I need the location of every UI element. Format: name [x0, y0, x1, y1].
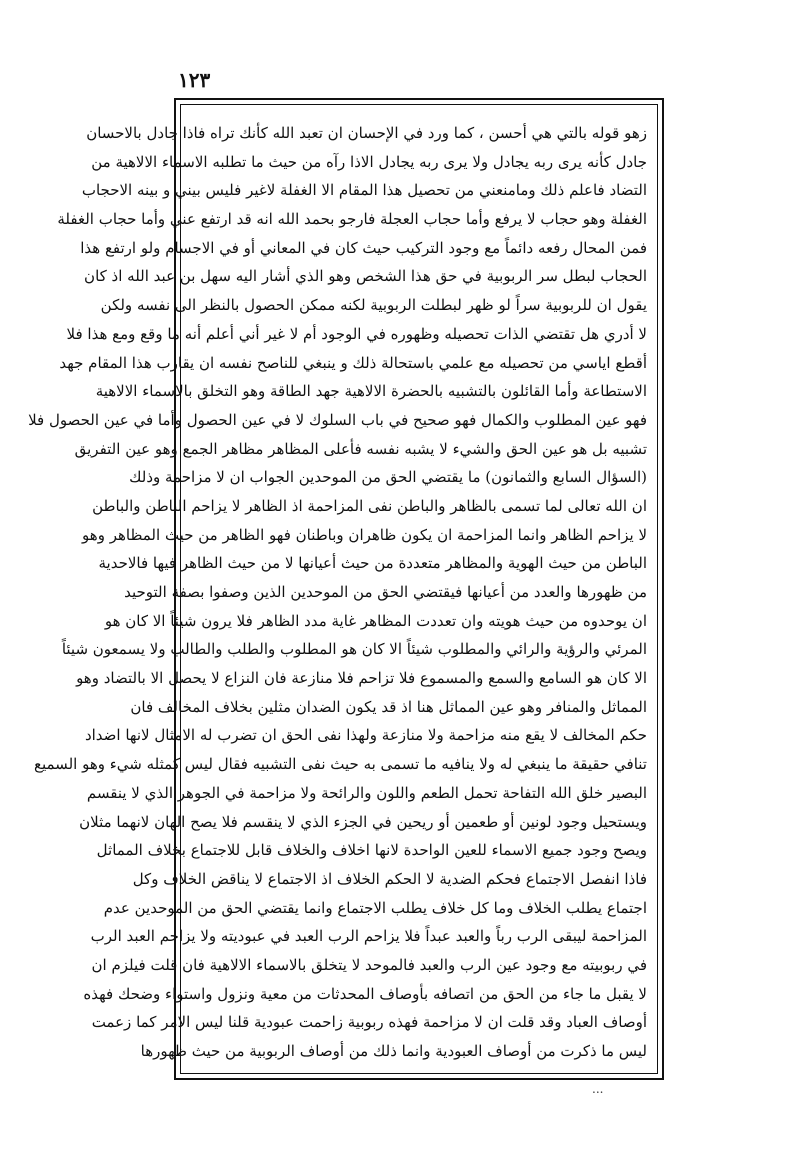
text-line: يقول ان للربوبية سراً لو ظهر لبطلت الربوبية لكنه ممكن الحصول بالنظر الى نفسه ولكن: [100, 296, 647, 315]
text-line: فاذا انفصل الاجتماع فحكم الضدية لا الحكم الخلاف اذ الاجتماع لا يناقض الخلاف وكل: [132, 869, 647, 888]
page-number: ١٢٣: [178, 68, 211, 92]
footer-mark: ...: [592, 1082, 604, 1096]
text-frame: [28, 98, 664, 1080]
text-line: أقطع اياسي من تحصيله مع علمي باستحالة ذلك و ينبغي للناصح نفسه ان يقارب هذا المقام جهد: [59, 353, 647, 372]
text-line: لا أدري هل تقتضي الذات تحصيله وظهوره في الوجود أم لا غير أني أعلم أنه ما وقع ومع هذا فلا: [66, 324, 647, 343]
text-line: تشبيه بل هو عين الحق والشيء لا يشبه نفسه فأعلى المظاهر مظاهر الجمع وهو عين التفريق: [74, 439, 647, 458]
text-line: فهو عين المطلوب والكمال فهو صحيح في باب السلوك لا في عين الحصول وأما في عين الحصول فلا: [28, 410, 647, 429]
text-line: ويصح وجود جميع الاسماء للعين الواحدة لانها اخلاف والخلاف قابل للاجتماع بخلاف المماثل: [96, 841, 647, 860]
text-line: ليس ما ذكرت من أوصاف العبودية وانما ذلك من أوصاف الربوبية من حيث ظهورها: [140, 1042, 647, 1060]
text-line: أوصاف العباد وقد قلت ان لا مزاحمة فهذه ربوبية زاحمت عبودية قلنا ليس الامر كما زعمت: [91, 1013, 647, 1032]
text-line: الباطن من حيث الهوية والمظاهر متعددة من حيث أعيانها لا من حيث الظاهر فيها فالاحدية: [98, 554, 647, 573]
text-line: الاستطاعة وأما القائلون بالتشبيه بالحضرة الالاهية جهد الطاقة وهو التخلق بالاسماء الالاهية: [95, 382, 647, 401]
text-line: الا كان هو السامع والسمع والمسموع فلا تزاحم فلا منازعة فان النزاع لا يحصل الا بالتضاد وهو: [76, 669, 647, 688]
text-line: (السؤال السابع والثمانون) ما يقتضي الحق من الموحدين الجواب ان لا مزاحمة وذلك: [129, 468, 647, 487]
text-line: المماثل والمنافر وهو عين المماثل هنا اذ قد يكون الضدان مثلين بخلاف المخالف فان: [130, 697, 647, 716]
text-frame-inner: [28, 104, 658, 1074]
text-line: ويستحيل وجود لونين أو طعمين أو ريحين في الجزء الذي لا ينقسم فلا يصح الهان لانهما مثلان: [79, 812, 647, 831]
text-line: حكم المخالف لا يقع منه مزاحمة ولا منازعة ولهذا نفى الحق ان تضرب له الامثال لانها اضداد: [84, 726, 647, 745]
text-line: فمن المحال رفعه دائماً مع وجود التركيب حيث كان في المعاني أو في الاجسام ولو ارتفع هذا: [80, 238, 647, 257]
text-line: من ظهورها والعدد من أعيانها فيقتضي الحق من الموحدين الذين وصفوا بصفة التوحيد: [124, 583, 647, 601]
text-line: تنافي حقيقة ما ينبغي له ولا ينافيه ما تسمى به حيث نفى التشبيه فقال ليس كمثله شيء وهو السميع: [34, 755, 647, 774]
text-line: الغفلة وهو حجاب لا يرفع وأما حجاب العجلة فارجو بحمد الله انه قد ارتفع عني وأما حجاب الغفلة: [57, 210, 647, 229]
text-line: لا يقبل ما جاء من الحق من اتصافه بأوصاف المحدثات من معية ونزول واستواء وضحك فهذه: [83, 984, 647, 1003]
text-line: ان يوحدوه من حيث هويته وان تعددت المظاهر غاية مدد الظاهر فلا يرون شيئاً الا كان هو: [104, 611, 647, 630]
text-line: التضاد فاعلم ذلك ومامنعني من تحصيل هذا المقام الا الغفلة لاغير فليس بيني و بينه الاحجاب: [81, 181, 647, 200]
text-line: لا يزاحم الظاهر وانما المزاحمة ان يكون ظاهران وباطنان فهو الظاهر من حيث المظاهر وهو: [82, 525, 647, 544]
text-line: جادل كأنه يرى ربه يجادل ولا يرى ربه يجادل الاذا رآه من حيث ما تطلبه الاسماء الالاهية من: [91, 152, 647, 171]
text-line: في ربوبيته مع وجود عين الرب والعبد فالموحد لا يتخلق بالاسماء الالاهية فان قلت فيلزم ان: [91, 955, 647, 974]
text-line: زهو قوله بالتي هي أحسن ، كما ورد في الإحسان ان تعبد الله كأنك تراه فاذا جادل بالاحسان: [86, 124, 647, 142]
text-line: ان الله تعالى لما تسمى بالظاهر والباطن نفى المزاحمة اذ الظاهر لا يزاحم الباطن والباطن: [92, 496, 647, 515]
text-line: البصير خلق الله التفاحة تحمل الطعم واللون والرائحة ولا مزاحمة في الجوهر الذي لا ينقسم: [86, 783, 647, 802]
text-line: المزاحمة ليبقى الرب رباً والعبد عبداً فلا يزاحم الرب العبد في عبوديته ولا يزاحم العبد الرب: [90, 927, 647, 946]
text-line: الحجاب لبطل سر الربوبية في حق هذا الشخص وهو الذي أشار اليه سهل بن عبد الله اذ كان: [84, 267, 647, 286]
text-line: المرئي والرؤية والرائي والمطلوب شيئاً الا كان هو المطلوب والطلب والطالب ولا يسمعون شيئاً: [61, 640, 647, 659]
text-line: اجتماع يطلب الخلاف وما كل خلاف يطلب الاجتماع وانما يقتضي الحق من الموحدين عدم: [103, 898, 647, 917]
text-body: [28, 119, 647, 1063]
